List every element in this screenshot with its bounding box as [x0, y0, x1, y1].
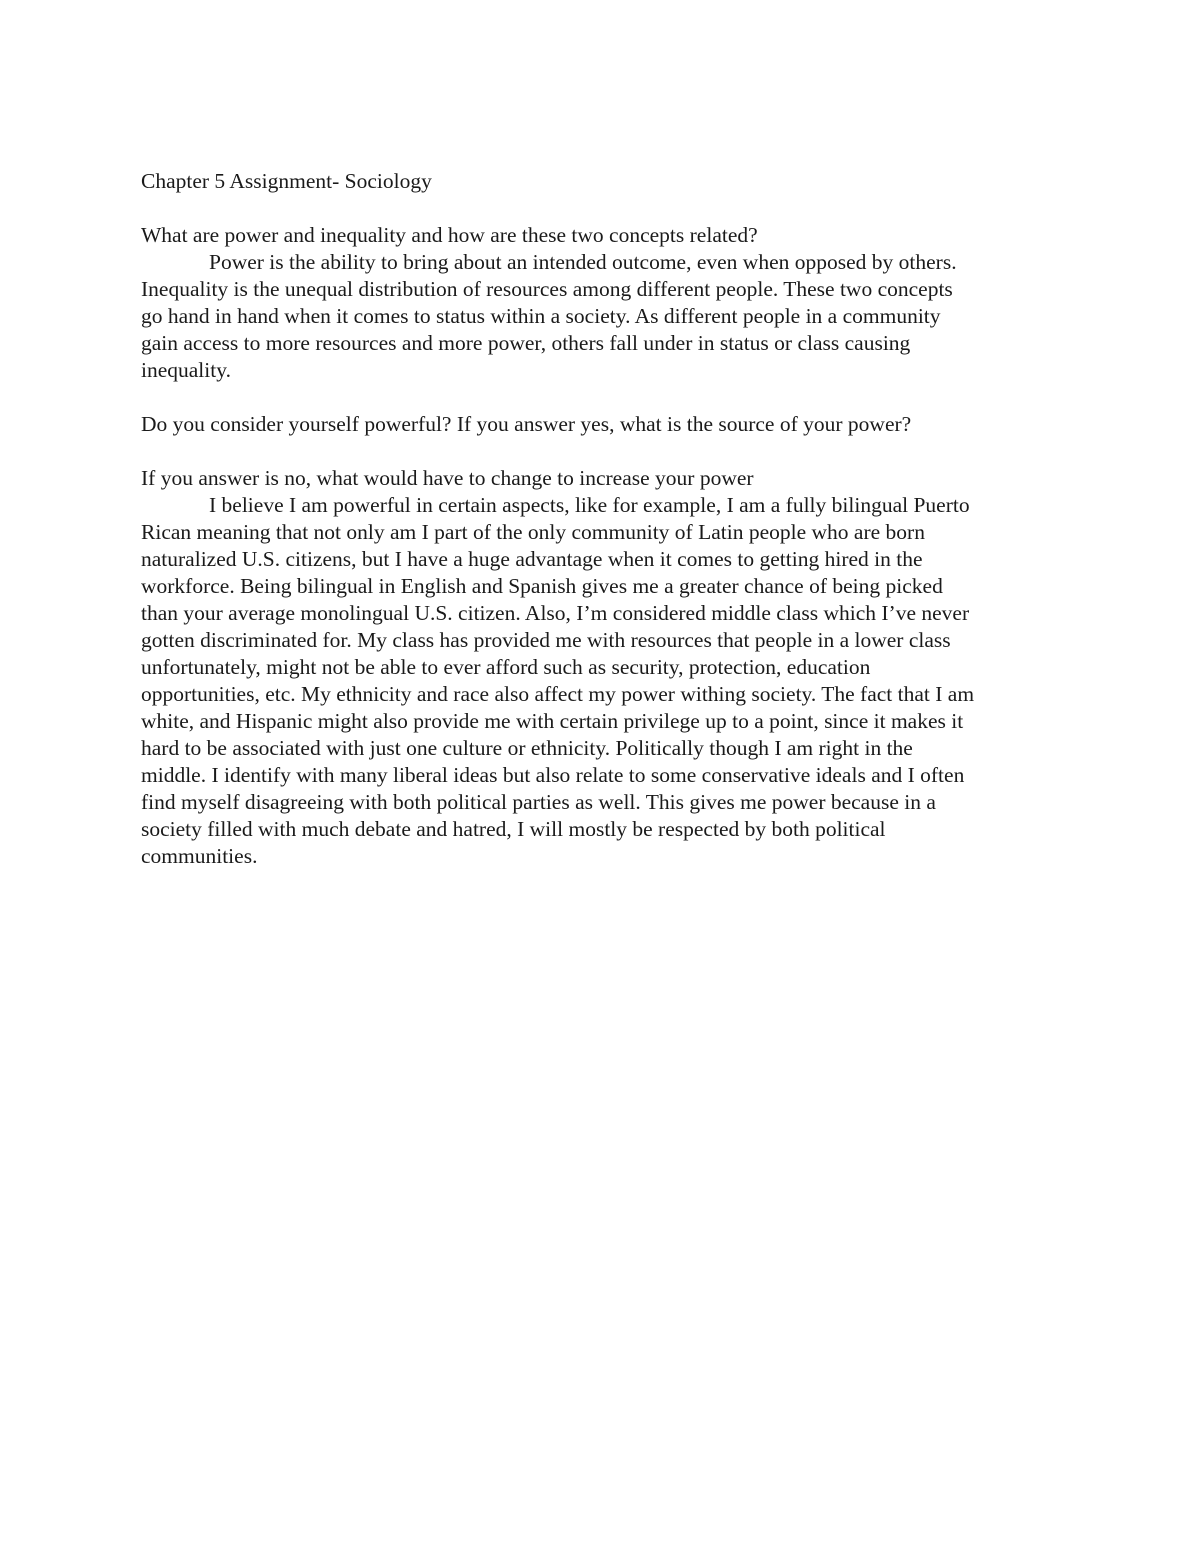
answer2-line: communities. — [141, 844, 258, 868]
answer-powerful — [141, 492, 1061, 870]
question-consider-powerful: Do you consider yourself powerful? If you answer yes, what is the source of your power? — [141, 412, 912, 436]
answer2-line: than your average monolingual U.S. citizen. Also, I’m considered middle class which I’ve never — [141, 601, 970, 625]
document-body — [141, 168, 1061, 870]
answer1-line: Power is the ability to bring about an intended outcome, even when opposed by others. — [209, 250, 957, 274]
answer2-line: opportunities, etc. My ethnicity and race also affect my power withing society. The fact that I am — [141, 682, 975, 706]
answer2-line: naturalized U.S. citizens, but I have a huge advantage when it comes to getting hired in the — [141, 547, 923, 571]
answer1-line: go hand in hand when it comes to status within a society. As different people in a community — [141, 304, 941, 328]
answer2-line: workforce. Being bilingual in English and Spanish gives me a greater chance of being picked — [141, 574, 943, 598]
question-increase-power: If you answer is no, what would have to change to increase your power — [141, 466, 754, 490]
answer1-line: inequality. — [141, 358, 231, 382]
question-power-inequality: What are power and inequality and how are these two concepts related? — [141, 223, 758, 247]
answer2-line: hard to be associated with just one culture or ethnicity. Politically though I am right in the — [141, 736, 913, 760]
answer1-line: gain access to more resources and more power, others fall under in status or class causing — [141, 331, 911, 355]
answer2-line: unfortunately, might not be able to ever afford such as security, protection, education — [141, 655, 871, 679]
answer2-line: society filled with much debate and hatred, I will mostly be respected by both political — [141, 817, 886, 841]
document-title: Chapter 5 Assignment- Sociology — [141, 169, 432, 193]
answer2-line: gotten discriminated for. My class has provided me with resources that people in a lower class — [141, 628, 951, 652]
answer2-line: middle. I identify with many liberal ideas but also relate to some conservative ideals and I often — [141, 763, 965, 787]
answer-power-inequality — [141, 249, 1061, 384]
answer2-line: find myself disagreeing with both political parties as well. This gives me power because in a — [141, 790, 936, 814]
answer2-line: white, and Hispanic might also provide me with certain privilege up to a point, since it makes it — [141, 709, 964, 733]
answer1-line: Inequality is the unequal distribution of resources among different people. These two concepts — [141, 277, 953, 301]
answer2-line: Rican meaning that not only am I part of the only community of Latin people who are born — [141, 520, 925, 544]
answer2-line: I believe I am powerful in certain aspects, like for example, I am a fully bilingual Puerto — [209, 493, 970, 517]
